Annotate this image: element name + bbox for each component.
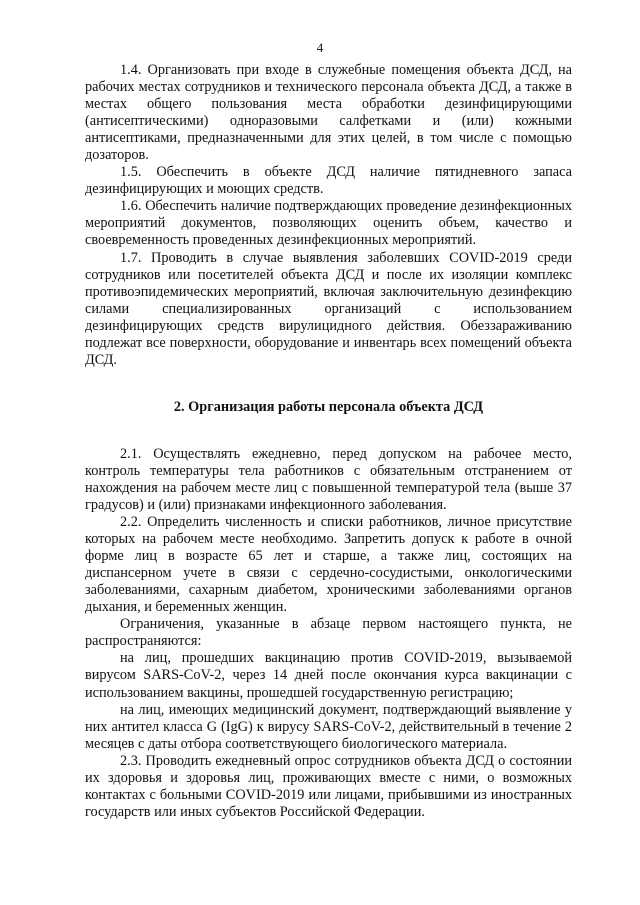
paragraph-vaccinated: на лиц, прошедших вакцинацию против COVID-2019, вызываемой вирусом SARS-CoV-2, через 14 дней после окончания курса вакцинации с использованием вакцины, прошедшей государственную регистрацию; [85, 650, 572, 701]
paragraph-1-4: 1.4. Организовать при входе в служебные помещения объекта ДСД, на рабочих местах сотрудников и технического персонала объекта ДСД, а также в местах общего пользования места обработки дезинфицирующими (антисептическими) одноразовыми салфетками и (или) кожными антисептиками, предназначенными для этих целей, в том числе с помощью дозаторов. [85, 62, 572, 164]
document-body [85, 62, 572, 821]
paragraph-1-7: 1.7. Проводить в случае выявления заболевших COVID-2019 среди сотрудников или посетителей объекта ДСД и после их изоляции комплекс противоэпидемических мероприятий, включая заключительную дезинфекцию силами специализированных организаций с использованием дезинфицирующих средств вирулицидного действия. Обеззараживанию подлежат все поверхности, оборудование и инвентарь всех помещений объекта ДСД. [85, 249, 572, 368]
paragraph-2-3: 2.3. Проводить ежедневный опрос сотрудников объекта ДСД о состоянии их здоровья и здоровья лиц, проживающих вместе с ними, о возможных контактах с больными COVID-2019 или лицами, прибывшими из иностранных государств или иных субъектов Российской Федерации. [85, 752, 572, 820]
paragraph-2-2: 2.2. Определить численность и списки работников, личное присутствие которых на рабочем месте необходимо. Запретить допуск к работе в очной форме лиц в возрасте 65 лет и старше, а также лиц, состоящих на диспансерном учете в связи с сердечно-сосудистыми, онкологическими заболеваниями, сахарным диабетом, хроническими заболеваниями органов дыхания, и беременных женщин. [85, 514, 572, 616]
paragraph-1-5: 1.5. Обеспечить в объекте ДСД наличие пятидневного запаса дезинфицирующих и моющих средств. [85, 164, 572, 198]
paragraph-1-6: 1.6. Обеспечить наличие подтверждающих проведение дезинфекционных мероприятий документов, позволяющих оценить объем, качество и своевременность проведенных дезинфекционных мероприятий. [85, 198, 572, 249]
paragraph-restrictions: Ограничения, указанные в абзаце первом настоящего пункта, не распространяются: [85, 616, 572, 650]
paragraph-2-1: 2.1. Осуществлять ежедневно, перед допуском на рабочее место, контроль температуры тела работников с обязательным отстранением от нахождения на рабочем месте лиц с повышенной температурой тела (выше 37 градусов) и (или) признаками инфекционного заболевания. [85, 445, 572, 513]
page-number: 4 [316, 40, 324, 55]
paragraph-antibodies: на лиц, имеющих медицинский документ, подтверждающий выявление у них антител класса G (IgG) к вирусу SARS-CoV-2, действительный в течение 2 месяцев с даты отбора соответствующего биологического материала. [85, 701, 572, 752]
section-heading: 2. Организация работы персонала объекта ДСД [173, 398, 484, 415]
